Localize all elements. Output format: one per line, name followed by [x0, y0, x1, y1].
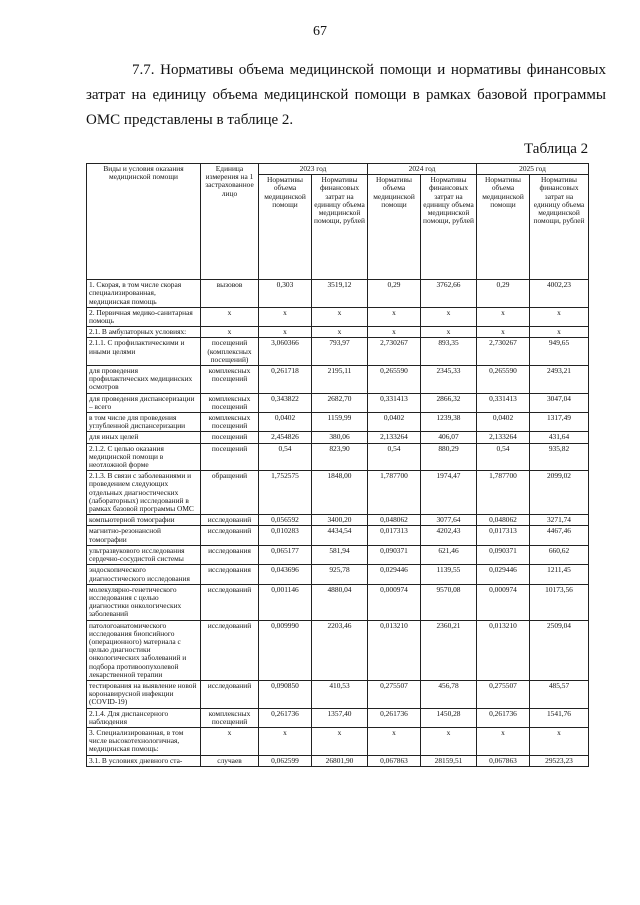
cell-c1: х: [312, 727, 368, 755]
cell-c2: 1974,47: [421, 471, 477, 515]
cell-v3: 2,730267: [477, 338, 530, 366]
cell-name: компьютерной томографии: [87, 515, 201, 526]
table-row: [87, 327, 589, 338]
cell-v2: 0,0402: [368, 413, 421, 432]
cell-c3: 3271,74: [530, 515, 589, 526]
cell-unit: х: [201, 327, 259, 338]
cell-v2: 0,013210: [368, 620, 421, 680]
cell-c1: 581,94: [312, 545, 368, 564]
table-row: [87, 515, 589, 526]
cell-v3: 0,331413: [477, 393, 530, 412]
cell-unit: исследований: [201, 584, 259, 620]
cell-name: 3. Специализированная, в том числе высокотехнологичная, медицинская помощь:: [87, 727, 201, 755]
cell-c1: 4880,04: [312, 584, 368, 620]
table-caption: Таблица 2: [524, 141, 589, 157]
cell-v2: 0,000974: [368, 584, 421, 620]
table-body: [87, 280, 589, 767]
cell-c3: х: [530, 327, 589, 338]
cell-name: 2.1.1. С профилактическими и иными целями: [87, 338, 201, 366]
cell-unit: комплексных посещений: [201, 708, 259, 727]
cell-unit: х: [201, 307, 259, 326]
cell-v2: 0,029446: [368, 565, 421, 584]
cell-name: 1. Скорая, в том числе скорая специализированная, медицинская помощь: [87, 280, 201, 308]
cell-c1: 823,90: [312, 443, 368, 471]
cell-c3: х: [530, 727, 589, 755]
cell-v2: х: [368, 327, 421, 338]
cell-c3: 4467,46: [530, 526, 589, 545]
table-header-row-years: [87, 164, 589, 175]
table-row: [87, 443, 589, 471]
cell-unit: исследований: [201, 526, 259, 545]
cell-c2: 1239,38: [421, 413, 477, 432]
table-row: [87, 432, 589, 443]
cell-c2: 28159,51: [421, 755, 477, 766]
header-year-2025: 2025 год: [477, 164, 589, 175]
header-volume-2025: Нормативы объема медицинской помощи: [477, 175, 530, 280]
cell-v1: 0,043696: [259, 565, 312, 584]
cell-unit: комплексных посещений: [201, 393, 259, 412]
cell-v2: 0,067863: [368, 755, 421, 766]
cell-unit: случаев: [201, 755, 259, 766]
cell-v1: 0,261718: [259, 366, 312, 394]
cell-c3: 29523,23: [530, 755, 589, 766]
cell-c1: 793,97: [312, 338, 368, 366]
table-row: [87, 755, 589, 766]
cell-v1: 0,062599: [259, 755, 312, 766]
cell-v1: 0,261736: [259, 708, 312, 727]
cell-v3: 0,090371: [477, 545, 530, 564]
header-cost-2024: Нормативы финансовых затрат на единицу объема медицинской помощи, рублей: [421, 175, 477, 280]
cell-unit: исследования: [201, 565, 259, 584]
cell-unit: исследований: [201, 680, 259, 708]
cell-name: 2.1.4. Для диспансерного наблюдения: [87, 708, 201, 727]
cell-v2: 0,090371: [368, 545, 421, 564]
table-row: [87, 413, 589, 432]
cell-c2: 2866,32: [421, 393, 477, 412]
cell-unit: посещений: [201, 432, 259, 443]
cell-c2: 2360,21: [421, 620, 477, 680]
header-type: Виды и условия оказания медицинской помощи: [87, 164, 201, 280]
cell-v3: 0,0402: [477, 413, 530, 432]
cell-v1: 0,009990: [259, 620, 312, 680]
header-volume-2023: Нормативы объема медицинской помощи: [259, 175, 312, 280]
cell-name: эндоскопического диагностического исследования: [87, 565, 201, 584]
table-row: [87, 280, 589, 308]
cell-v2: 0,54: [368, 443, 421, 471]
cell-c2: 3077,64: [421, 515, 477, 526]
cell-v1: 0,065177: [259, 545, 312, 564]
cell-name: 2.1. В амбулаторных условиях:: [87, 327, 201, 338]
cell-c1: 1159,99: [312, 413, 368, 432]
cell-v1: х: [259, 327, 312, 338]
cell-unit: посещений (комплексных посещений): [201, 338, 259, 366]
cell-c2: 9570,08: [421, 584, 477, 620]
cell-c3: 1211,45: [530, 565, 589, 584]
cell-unit: обращений: [201, 471, 259, 515]
cell-c3: 3047,04: [530, 393, 589, 412]
cell-v1: 0,056592: [259, 515, 312, 526]
cell-c2: 2345,33: [421, 366, 477, 394]
cell-v2: 1,787700: [368, 471, 421, 515]
table-row: [87, 708, 589, 727]
cell-v2: х: [368, 307, 421, 326]
cell-name: в том числе для проведения углубленной диспансеризации: [87, 413, 201, 432]
cell-c1: 1848,00: [312, 471, 368, 515]
cell-c1: 2682,70: [312, 393, 368, 412]
table-row: [87, 393, 589, 412]
cell-v3: 0,29: [477, 280, 530, 308]
cell-c3: 935,82: [530, 443, 589, 471]
cell-name: магнитно-резонансной томографии: [87, 526, 201, 545]
cell-c1: 1357,40: [312, 708, 368, 727]
table-row: [87, 338, 589, 366]
cell-v3: 0,029446: [477, 565, 530, 584]
cell-c1: 2195,11: [312, 366, 368, 394]
cell-c2: 880,29: [421, 443, 477, 471]
cell-unit: комплексных посещений: [201, 413, 259, 432]
intro-paragraph: 7.7. Нормативы объема медицинской помощи и нормативы финансовых затрат на единицу объема медицинской помощи в рамках базовой программы ОМС представлены в таблице 2.: [86, 62, 606, 128]
table-row: [87, 680, 589, 708]
cell-unit: вызовов: [201, 280, 259, 308]
cell-v3: х: [477, 727, 530, 755]
cell-v1: 2,454826: [259, 432, 312, 443]
cell-c3: 2099,02: [530, 471, 589, 515]
cell-v3: 0,261736: [477, 708, 530, 727]
cell-v1: 0,001146: [259, 584, 312, 620]
cell-c2: 1450,28: [421, 708, 477, 727]
cell-v2: 2,730267: [368, 338, 421, 366]
norms-table: [86, 163, 589, 767]
cell-c3: 2493,21: [530, 366, 589, 394]
cell-c2: 621,46: [421, 545, 477, 564]
cell-v3: 2,133264: [477, 432, 530, 443]
cell-v1: 1,752575: [259, 471, 312, 515]
cell-name: патологоанатомического исследования биопсийного (операционного) материала с целью диагностики онкологических заболеваний и подбора противоопухолевой лекарственной терапии: [87, 620, 201, 680]
cell-v1: 0,54: [259, 443, 312, 471]
cell-v2: 0,29: [368, 280, 421, 308]
cell-v3: 0,265590: [477, 366, 530, 394]
cell-c3: 2509,04: [530, 620, 589, 680]
cell-c1: 3519,12: [312, 280, 368, 308]
table-row: [87, 545, 589, 564]
cell-c2: 4202,43: [421, 526, 477, 545]
cell-c3: 1541,76: [530, 708, 589, 727]
cell-name: 2.1.2. С целью оказания медицинской помощи в неотложной форме: [87, 443, 201, 471]
cell-unit: х: [201, 727, 259, 755]
cell-c3: 1317,49: [530, 413, 589, 432]
cell-v1: 0,303: [259, 280, 312, 308]
cell-c3: х: [530, 307, 589, 326]
cell-c2: 456,78: [421, 680, 477, 708]
cell-name: для проведения профилактических медицинских осмотров: [87, 366, 201, 394]
cell-c2: 3762,66: [421, 280, 477, 308]
table-row: [87, 727, 589, 755]
cell-c2: 893,35: [421, 338, 477, 366]
cell-c2: 406,07: [421, 432, 477, 443]
cell-c3: 660,62: [530, 545, 589, 564]
cell-c1: х: [312, 307, 368, 326]
cell-v2: 0,275507: [368, 680, 421, 708]
table-row: [87, 526, 589, 545]
page-number: 67: [313, 24, 327, 39]
cell-c1: 26801,90: [312, 755, 368, 766]
cell-v2: х: [368, 727, 421, 755]
table-row: [87, 366, 589, 394]
header-unit: Единица измерения на 1 застрахованное лицо: [201, 164, 259, 280]
cell-v2: 0,331413: [368, 393, 421, 412]
cell-unit: исследования: [201, 545, 259, 564]
cell-name: 3.1. В условиях дневного ста-: [87, 755, 201, 766]
cell-v1: 0,010283: [259, 526, 312, 545]
cell-v2: 0,261736: [368, 708, 421, 727]
cell-c1: 3400,20: [312, 515, 368, 526]
cell-unit: исследований: [201, 515, 259, 526]
cell-v1: х: [259, 727, 312, 755]
cell-c3: 10173,56: [530, 584, 589, 620]
cell-v3: 0,275507: [477, 680, 530, 708]
cell-v3: 0,013210: [477, 620, 530, 680]
cell-c2: х: [421, 307, 477, 326]
cell-name: ультразвукового исследования сердечно-сосудистой системы: [87, 545, 201, 564]
cell-v3: 0,017313: [477, 526, 530, 545]
cell-v3: 0,000974: [477, 584, 530, 620]
cell-v3: 0,067863: [477, 755, 530, 766]
cell-v2: 0,265590: [368, 366, 421, 394]
header-year-2024: 2024 год: [368, 164, 477, 175]
cell-c2: х: [421, 727, 477, 755]
cell-c3: 431,64: [530, 432, 589, 443]
cell-unit: посещений: [201, 443, 259, 471]
table-row: [87, 565, 589, 584]
cell-c1: х: [312, 327, 368, 338]
cell-unit: исследований: [201, 620, 259, 680]
cell-name: для иных целей: [87, 432, 201, 443]
cell-c3: 949,65: [530, 338, 589, 366]
cell-name: 2.1.3. В связи с заболеваниями и проведением следующих отдельных диагностических (лабораторных) исследований в рамках базовой программы ОМС: [87, 471, 201, 515]
cell-c1: 2203,46: [312, 620, 368, 680]
cell-name: 2. Первичная медико-санитарная помощь: [87, 307, 201, 326]
cell-v2: 2,133264: [368, 432, 421, 443]
cell-v1: х: [259, 307, 312, 326]
cell-v2: 0,048062: [368, 515, 421, 526]
cell-unit: комплексных посещений: [201, 366, 259, 394]
cell-v1: 0,090850: [259, 680, 312, 708]
cell-c1: 925,78: [312, 565, 368, 584]
cell-v2: 0,017313: [368, 526, 421, 545]
table-row: [87, 620, 589, 680]
cell-v3: х: [477, 307, 530, 326]
cell-v1: 0,0402: [259, 413, 312, 432]
cell-v1: 3,060366: [259, 338, 312, 366]
header-volume-2024: Нормативы объема медицинской помощи: [368, 175, 421, 280]
cell-c2: 1139,55: [421, 565, 477, 584]
header-cost-2023: Нормативы финансовых затрат на единицу объема медицинской помощи, рублей: [312, 175, 368, 280]
header-cost-2025: Нормативы финансовых затрат на единицу объема медицинской помощи, рублей: [530, 175, 589, 280]
cell-c1: 380,06: [312, 432, 368, 443]
cell-c1: 410,53: [312, 680, 368, 708]
cell-c1: 4434,54: [312, 526, 368, 545]
cell-c2: х: [421, 327, 477, 338]
header-year-2023: 2023 год: [259, 164, 368, 175]
table-row: [87, 307, 589, 326]
cell-v3: х: [477, 327, 530, 338]
cell-name: тестирования на выявление новой коронавирусной инфекции (COVID-19): [87, 680, 201, 708]
table-row: [87, 471, 589, 515]
cell-v1: 0,343822: [259, 393, 312, 412]
cell-c3: 485,57: [530, 680, 589, 708]
cell-v3: 0,54: [477, 443, 530, 471]
cell-name: молекулярно-генетического исследования с целью диагностики онкологических заболеваний: [87, 584, 201, 620]
cell-name: для проведения диспансеризации – всего: [87, 393, 201, 412]
table-row: [87, 584, 589, 620]
cell-v3: 0,048062: [477, 515, 530, 526]
cell-c3: 4002,23: [530, 280, 589, 308]
cell-v3: 1,787700: [477, 471, 530, 515]
